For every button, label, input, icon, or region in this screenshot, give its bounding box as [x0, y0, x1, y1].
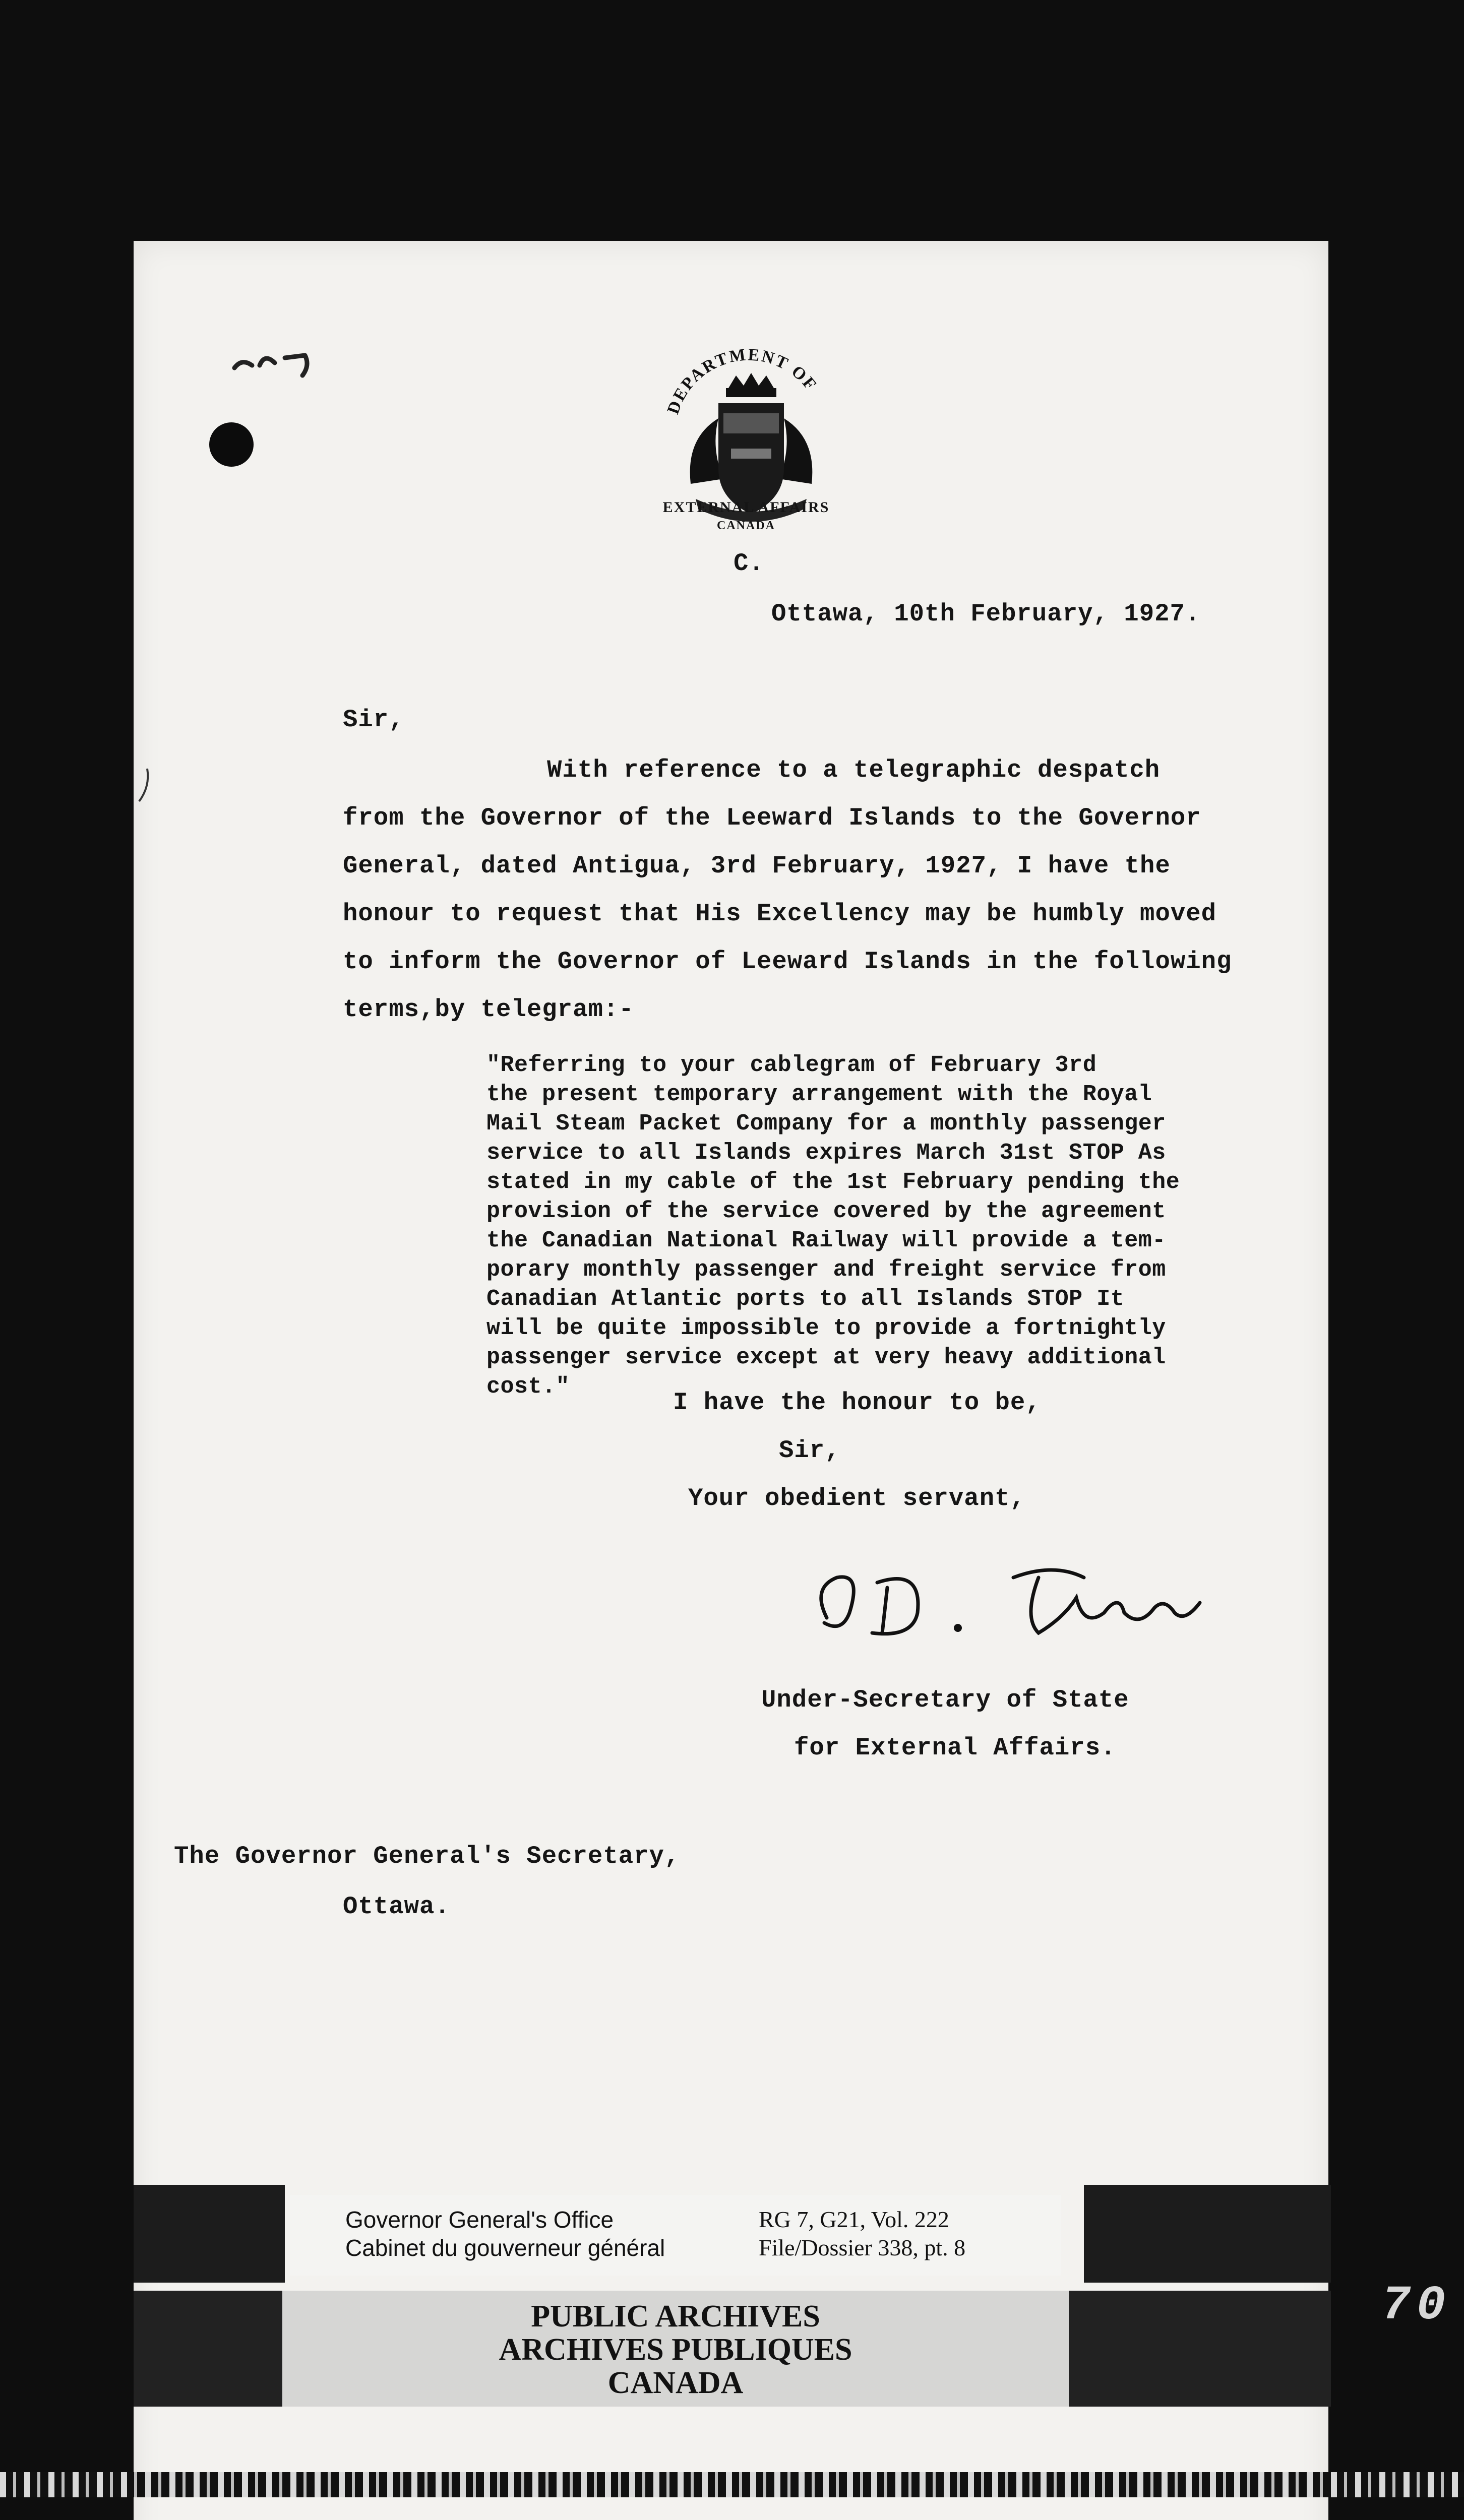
- handwritten-mark: [229, 338, 325, 383]
- telegram-line: cost.": [486, 1374, 570, 1400]
- label-strip-left: [134, 2185, 285, 2283]
- stamp-line-country: CANADA: [607, 2366, 744, 2400]
- office-name-en: Governor General's Office: [345, 2207, 614, 2233]
- margin-tick-drawing: [136, 766, 156, 806]
- record-group-ref: RG 7, G21, Vol. 222: [759, 2207, 949, 2232]
- closing-line: I have the honour to be,: [673, 1389, 1041, 1417]
- addressee-line: Ottawa.: [343, 1893, 450, 1921]
- punch-hole: [209, 422, 254, 467]
- telegram-line: porary monthly passenger and freight service from: [486, 1257, 1166, 1283]
- label-strip-right: [1084, 2185, 1331, 2283]
- telegram-line: Mail Steam Packet Company for a monthly passenger: [486, 1111, 1166, 1137]
- frame-number: 70: [1381, 2278, 1452, 2333]
- letterhead-external-affairs: EXTERNAL AFFAIRS: [662, 499, 830, 516]
- telegram-line: passenger service except at very heavy additional: [486, 1345, 1166, 1370]
- file-dossier-ref: File/Dossier 338, pt. 8: [759, 2235, 966, 2260]
- telegram-line: the Canadian National Railway will provide a tem-: [486, 1228, 1166, 1253]
- archive-band-left: [134, 2291, 285, 2407]
- archive-reference-card: [290, 2195, 1061, 2276]
- body-line: honour to request that His Excellency may be humbly moved: [343, 900, 1217, 928]
- office-name-fr: Cabinet du gouverneur général: [345, 2235, 665, 2261]
- signatory-title: for External Affairs.: [794, 1734, 1116, 1762]
- body-line: to inform the Governor of Leeward Islands in the following: [343, 948, 1232, 976]
- letterhead-canada: CANADA: [717, 519, 775, 532]
- telegram-quote: [486, 1051, 1180, 1402]
- handwritten-mark-drawing: [229, 338, 325, 383]
- letter-salutation: Sir,: [343, 706, 404, 734]
- body-line: General, dated Antigua, 3rd February, 1927, I have the: [343, 852, 1171, 880]
- telegram-line: service to all Islands expires March 31st STOP As: [486, 1140, 1166, 1166]
- telegram-line: the present temporary arrangement with the Royal: [486, 1082, 1152, 1107]
- body-line: terms,by telegram:-: [343, 995, 634, 1024]
- telegram-line: stated in my cable of the 1st February pending the: [486, 1169, 1180, 1195]
- addressee-line: The Governor General's Secretary,: [174, 1842, 680, 1870]
- body-line: With reference to a telegraphic despatch: [547, 756, 1161, 784]
- stamp-line-en: PUBLIC ARCHIVES: [531, 2299, 820, 2334]
- closing-line: Your obedient servant,: [688, 1484, 1025, 1513]
- letter-reference: C.: [734, 549, 764, 578]
- signature-drawing: [802, 1557, 1235, 1658]
- film-edge: [0, 2472, 1464, 2497]
- letterhead-department-of: DEPARTMENT OF: [663, 345, 821, 417]
- telegram-line: "Referring to your cablegram of February 3rd: [486, 1052, 1097, 1078]
- signatory-title: Under-Secretary of State: [761, 1686, 1129, 1714]
- public-archives-stamp: [282, 2291, 1069, 2407]
- signature: [802, 1557, 1235, 1658]
- telegram-line: provision of the service covered by the agreement: [486, 1199, 1166, 1224]
- telegram-line: Canadian Atlantic ports to all Islands STOP It: [486, 1286, 1125, 1312]
- letter-date: Ottawa, 10th February, 1927.: [771, 600, 1201, 628]
- stamp-line-fr: ARCHIVES PUBLIQUES: [499, 2333, 852, 2367]
- telegram-line: will be quite impossible to provide a fortnightly: [486, 1315, 1166, 1341]
- margin-tick: [136, 766, 156, 806]
- closing-line: Sir,: [779, 1436, 840, 1465]
- archive-band-right: [1069, 2291, 1331, 2407]
- body-line: from the Governor of the Leeward Islands to the Governor: [343, 804, 1201, 832]
